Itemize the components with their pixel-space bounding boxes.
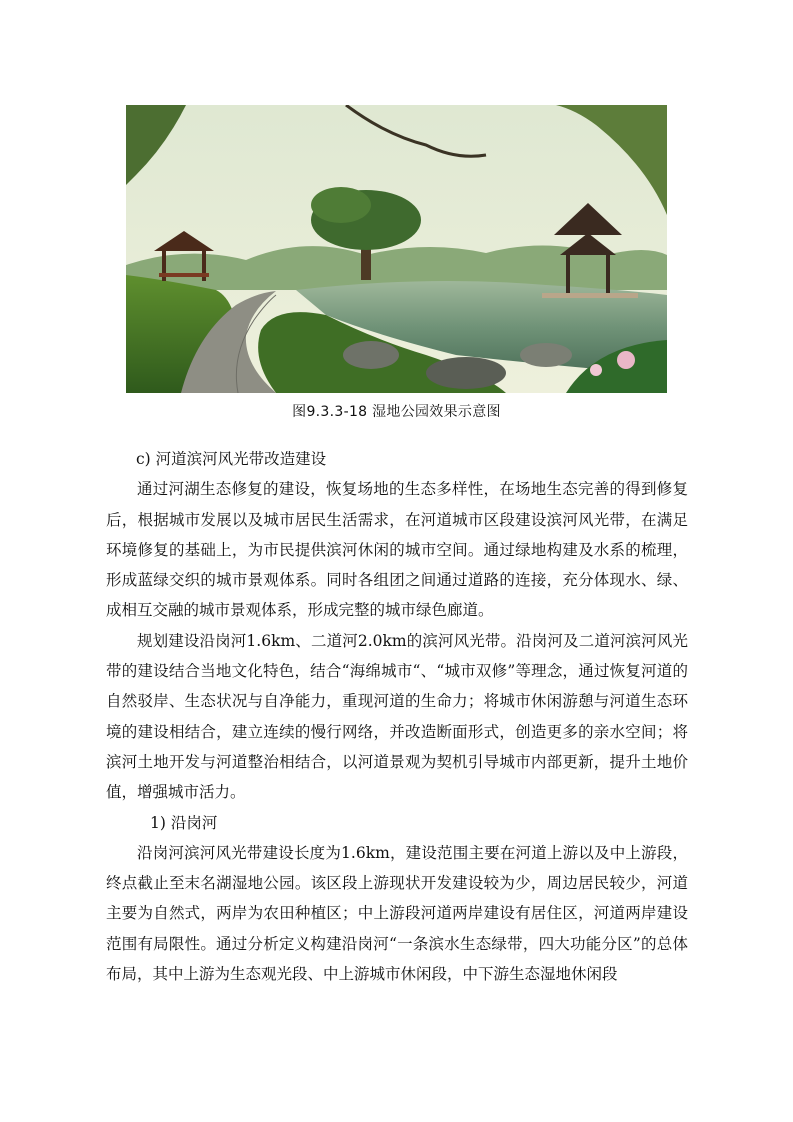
wetland-park-image (126, 105, 667, 393)
paragraph: 沿岗河滨河风光带建设长度为1.6km，建设范围主要在河道上游以及中上游段，终点截止至末名湖湿地公园。该区段上游现状开发建设较为少，周边居民较少，河道主要为自然式，两岸为农田种植区；中上游段河道两岸建设有居住区，河道两岸建设范围有局限性。通过分析定义构建沿岗河“一条滨水生态绿带，四大功能分区”的总体布局，其中上游为生态观光段、中上游城市休闲段，中下游生态湿地休闲段 (106, 843, 688, 984)
section-heading: c) 河道滨河风光带改造建设 (136, 450, 327, 468)
figure-caption: 图9.3.3-18 湿地公园效果示意图 (292, 404, 501, 420)
paragraph: 通过河湖生态修复的建设，恢复场地的生态多样性，在场地生态完善的得到修复后，根据城市发展以及城市居民生活需求，在河道城市区段建设滨河风光带，在满足环境修复的基础上，为市民提供滨河休闲的城市空间。通过绿地构建及水系的梳理，形成蓝绿交织的城市景观体系。同时各组团之间通过道路的连接，充分体现水、绿、成相互交融的城市景观体系，形成完整的城市绿色廊道。 (106, 480, 688, 620)
paragraph: 规划建设沿岗河1.6km、二道河2.0km的滨河风光带。沿岗河及二道河滨河风光带的建设结合当地文化特色，结合“海绵城市“、“城市双修”等理念，通过恢复河道的自然驳岸、生态状况与自净能力，重现河道的生命力；将城市休闲游憩与河道生态环境的建设相结合，建立连续的慢行网络，并改造断面形式，创造更多的亲水空间；将滨河土地开发与河道整治相结合，以河道景观为契机引导城市内部更新，提升土地价值，增强城市活力。 (106, 631, 688, 802)
section-body (106, 444, 688, 989)
wetland-park-rendering (126, 105, 667, 393)
subsection-heading: 1) 沿岗河 (150, 813, 218, 832)
